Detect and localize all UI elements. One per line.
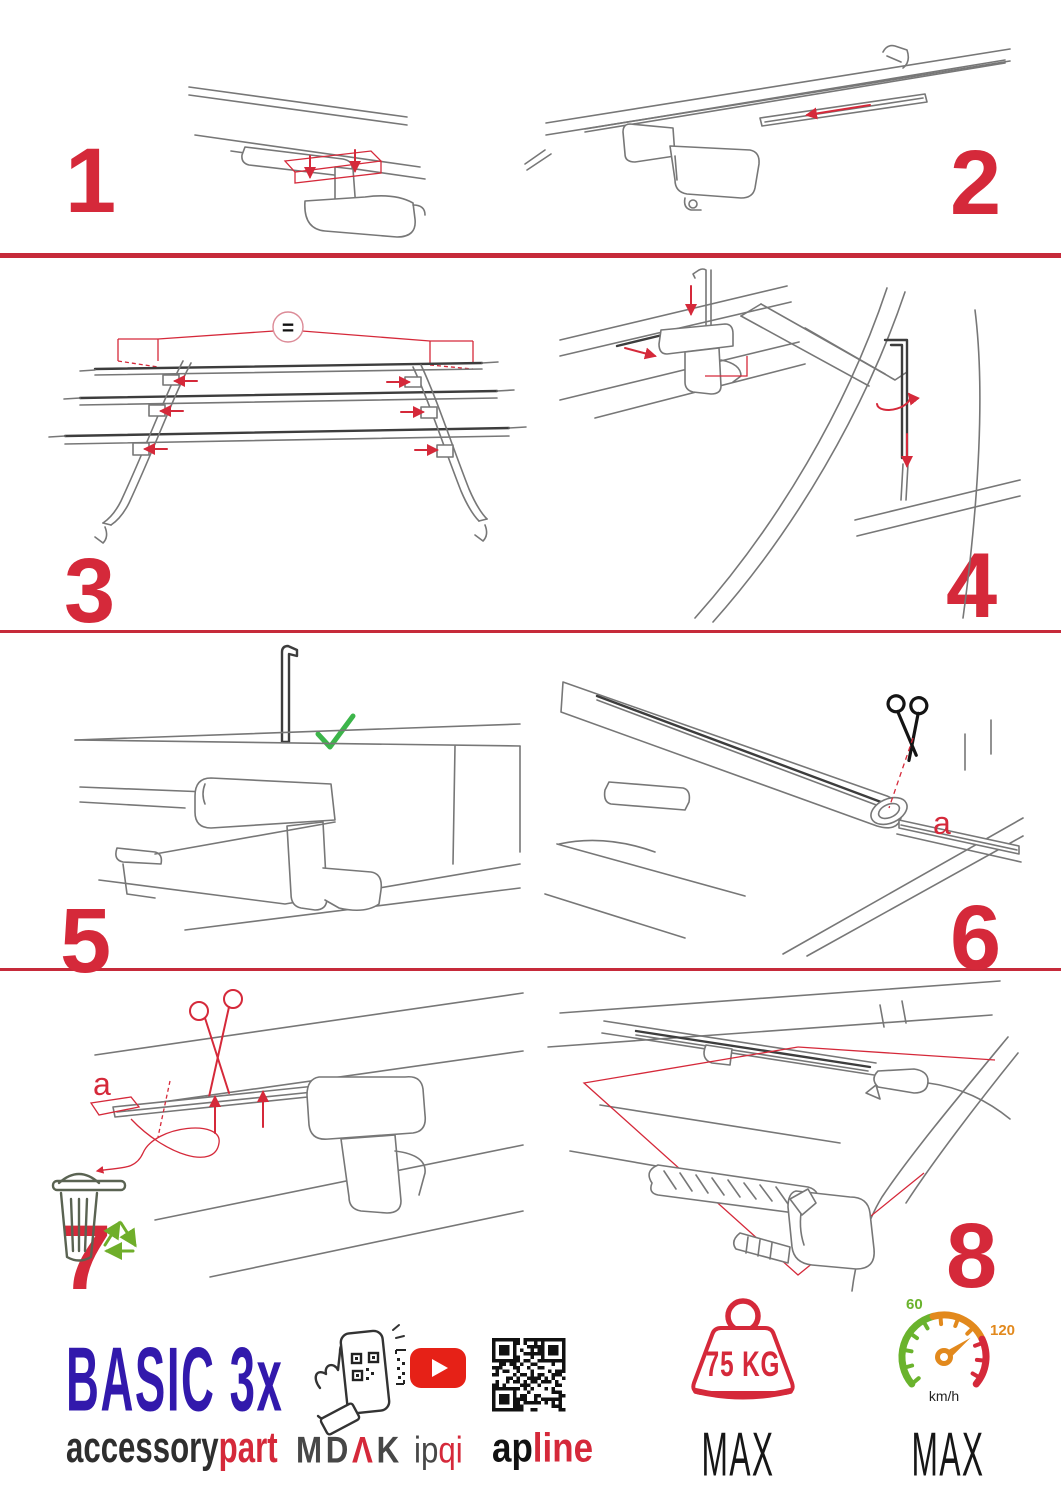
brand-red: part (218, 1424, 278, 1472)
step-3-number: 3 (64, 540, 116, 642)
equal-sign: = (281, 317, 295, 340)
step-4-number: 4 (946, 535, 998, 637)
cut-label-a-7: a (93, 1066, 111, 1102)
step-6-number: 6 (950, 887, 1002, 989)
speed-max-label: MAX (911, 1420, 985, 1490)
scissors-icon (868, 685, 941, 762)
step2-drawing (525, 22, 1020, 237)
youtube-icon (410, 1348, 466, 1388)
speedometer-icon (878, 1293, 1018, 1415)
qr-code (492, 1338, 566, 1414)
divider-1 (0, 253, 1061, 258)
step4-drawing (555, 268, 1020, 623)
phone-qr-icon (300, 1322, 415, 1434)
speed-max: 120 (990, 1322, 1016, 1339)
brand-logo (66, 1424, 278, 1473)
step6-drawing (545, 638, 1023, 956)
step5-drawing (35, 642, 525, 954)
step3-drawing (45, 275, 550, 585)
brand-black: accessory (66, 1424, 219, 1472)
speed-unit: km/h (928, 1388, 960, 1404)
divider-2 (0, 630, 1061, 633)
partner-mdak (296, 1430, 403, 1472)
ipqi-pre: ip (414, 1430, 439, 1472)
step-5-number: 5 (60, 890, 112, 992)
step8-drawing (540, 975, 1020, 1293)
step-8-number: 8 (946, 1205, 998, 1307)
step-2-number: 2 (950, 132, 1002, 234)
step1-drawing (185, 55, 520, 245)
recycle-icon (105, 1223, 135, 1251)
step-1-number: 1 (65, 130, 117, 232)
mdak-pre: MD (296, 1430, 353, 1472)
partner-apline (492, 1426, 593, 1472)
apline-pre: ap (492, 1426, 533, 1472)
mdak-post: K (376, 1430, 403, 1472)
mdak-red: Λ (352, 1430, 377, 1472)
partner-ipqi (414, 1430, 463, 1472)
cut-label-a: a (933, 805, 951, 841)
product-logo: BASIC 3x (66, 1328, 284, 1431)
speed-min: 60 (906, 1296, 923, 1313)
step7-drawing (35, 985, 525, 1290)
divider-3 (0, 968, 1061, 971)
ipqi-red: qi (438, 1430, 463, 1472)
weight-value: 75 KG (705, 1345, 781, 1385)
step-7-number: 7 (60, 1207, 112, 1309)
apline-red: line (532, 1426, 594, 1472)
weight-icon (668, 1293, 818, 1413)
red-scissors-icon (190, 990, 242, 1097)
trash-recycle-icon (53, 1174, 135, 1261)
weight-max-label: MAX (701, 1420, 775, 1490)
